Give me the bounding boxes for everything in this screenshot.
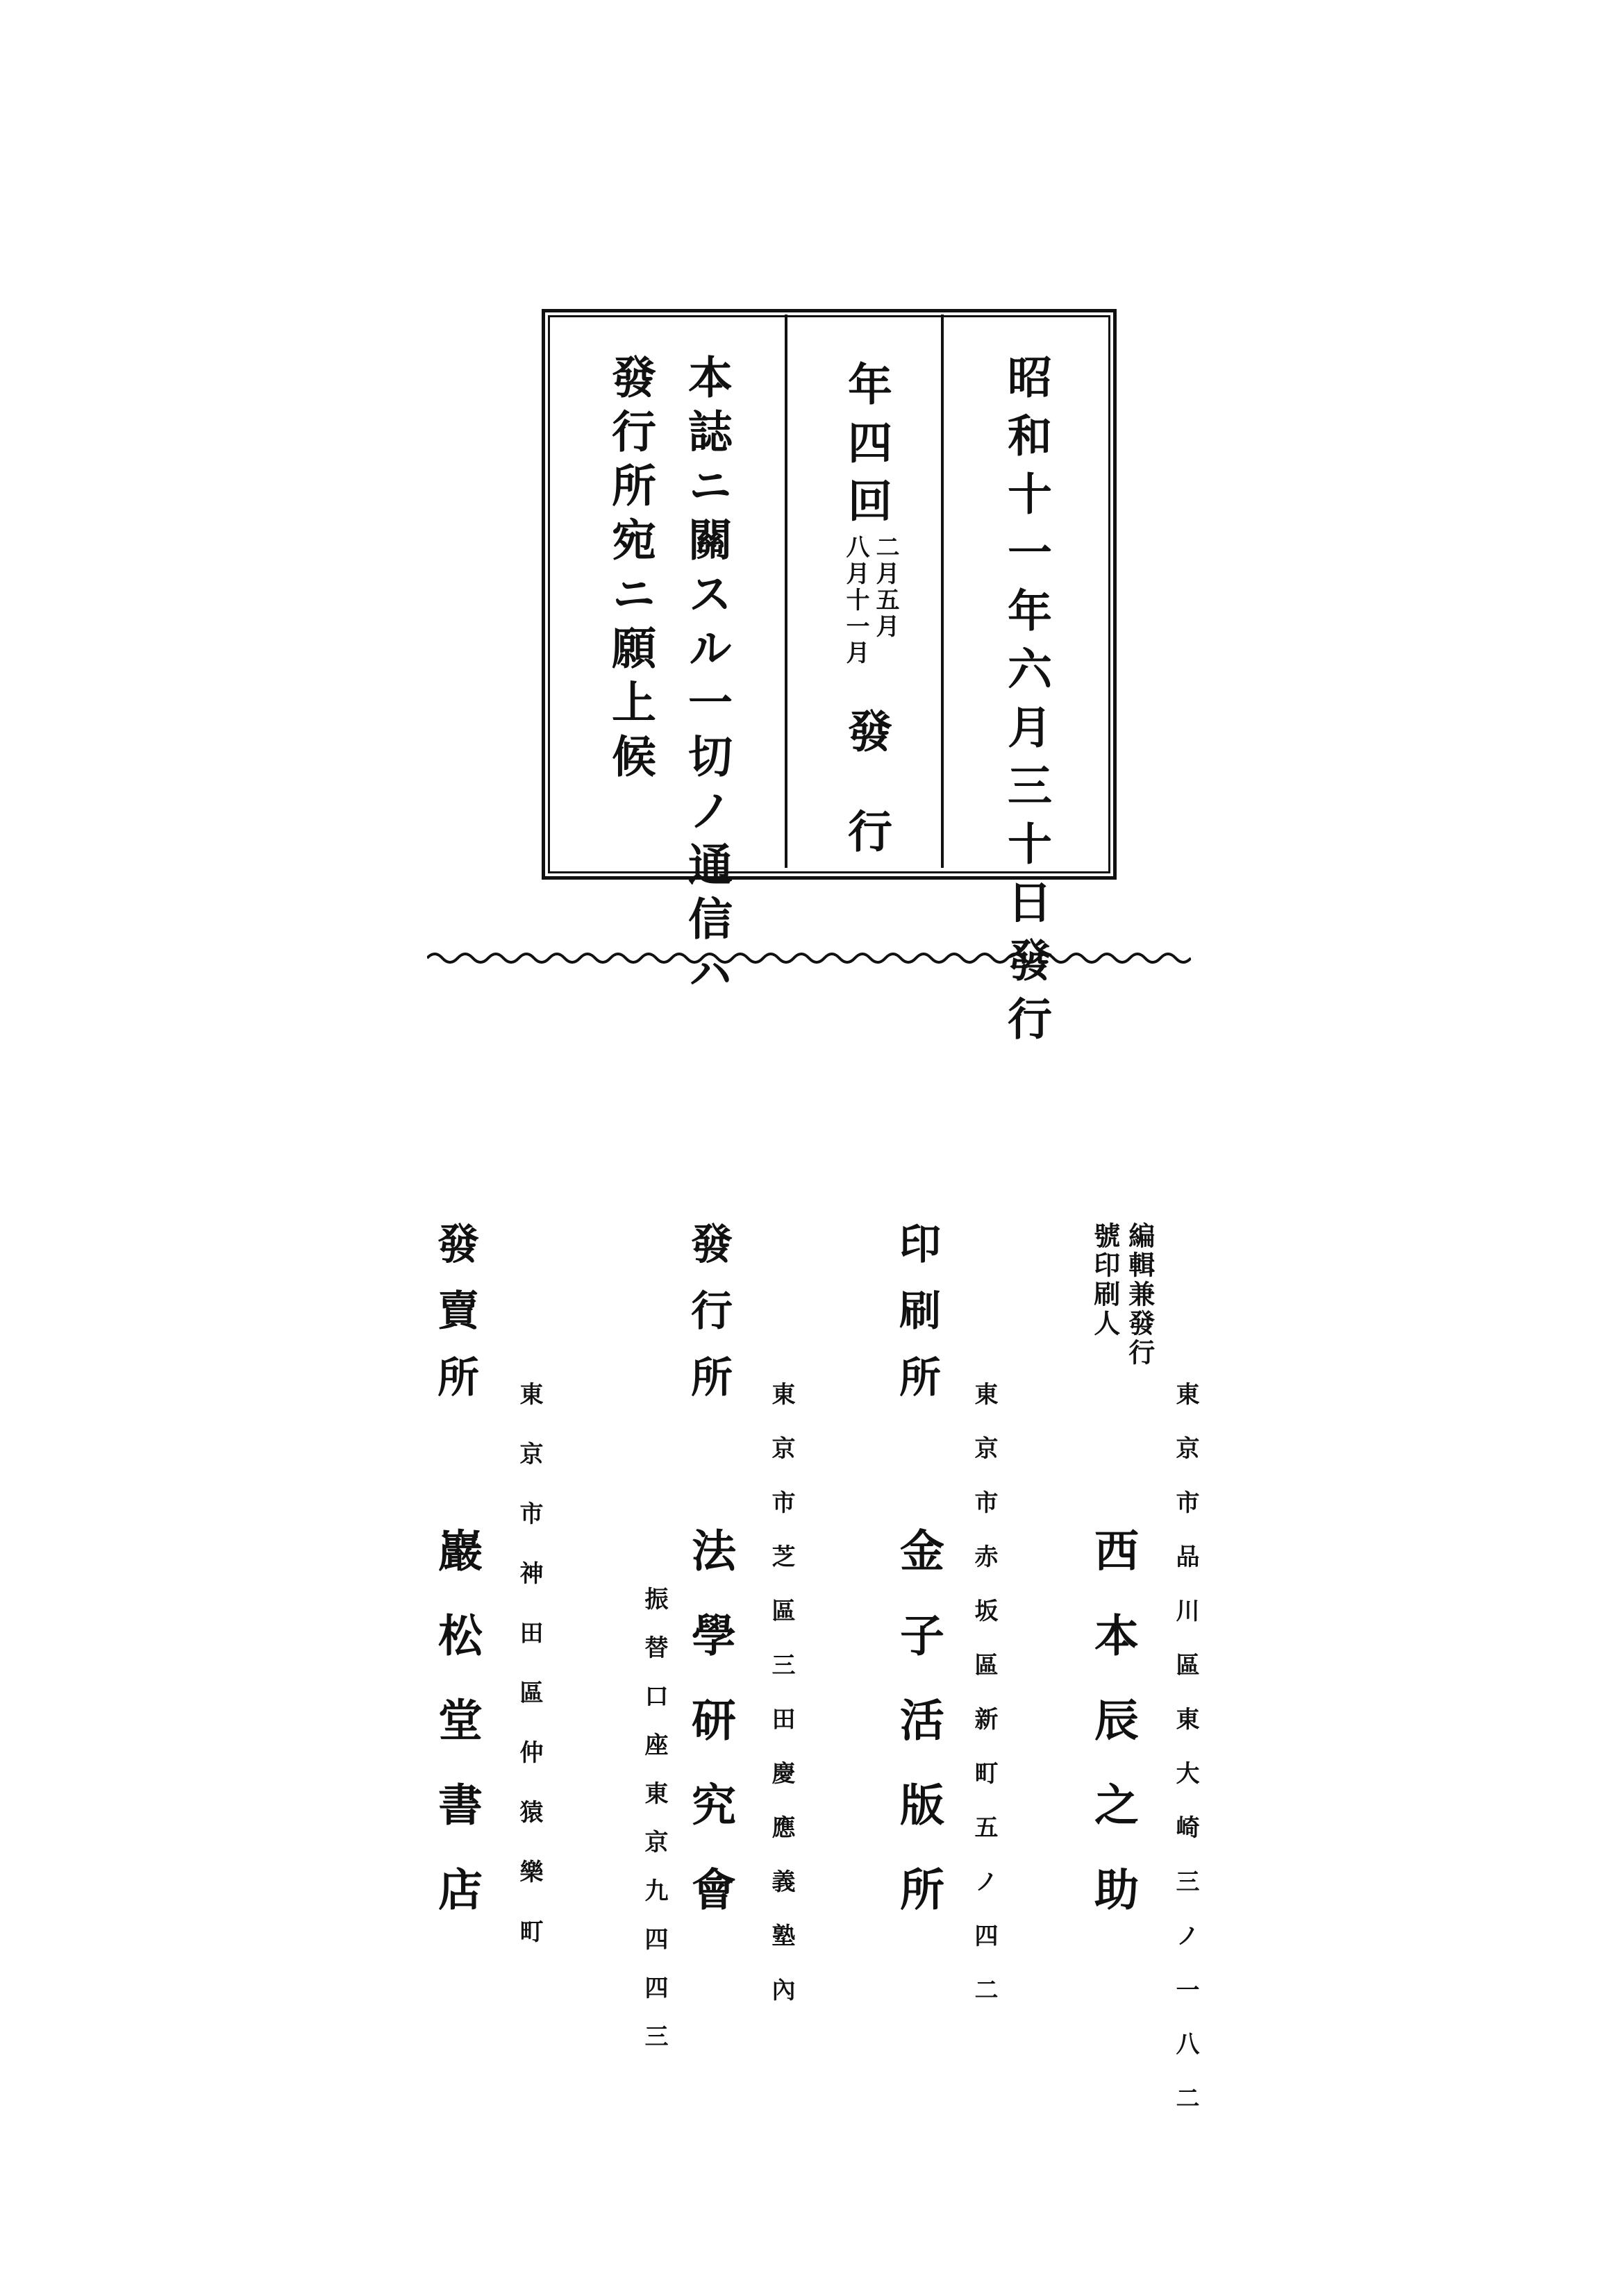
- printer-address: 東京市赤坂區新町五ノ四二: [970, 1382, 998, 2031]
- seller-address: 東京市神田區仲猿樂町: [515, 1382, 543, 1979]
- schedule-suffix: 發行: [840, 708, 892, 908]
- schedule-months-2: 八月十一月: [842, 535, 869, 667]
- schedule-months-1: 二月五月: [871, 535, 899, 640]
- seller-name: 巖松堂書店: [431, 1527, 483, 1951]
- printer-label: 印刷所: [892, 1222, 941, 1422]
- wavy-divider: [427, 948, 1191, 969]
- issuer-account: 振替口座東京九四四三: [640, 1586, 668, 2072]
- editor-name: 西本辰之助: [1087, 1527, 1139, 1951]
- notice-line-2: 發行所宛ニ願上候: [604, 354, 656, 787]
- editor-label-2: 號印刷人: [1089, 1222, 1121, 1339]
- printer-name: 金子活版所: [892, 1527, 944, 1951]
- seller-label: 發賣所: [431, 1222, 479, 1422]
- issue-date: 昭和十一年六月三十日發行: [1000, 354, 1052, 1054]
- issuer-name: 法學研究會: [684, 1527, 736, 1951]
- colophon-divider: [941, 315, 944, 868]
- issuer-label: 發行所: [684, 1222, 733, 1422]
- editor-address: 東京市品川區東大崎三ノ一八二: [1171, 1382, 1199, 2140]
- editor-label-1: 編輯兼發行: [1124, 1222, 1156, 1368]
- issuer-address: 東京市芝區三田慶應義塾內: [767, 1382, 795, 2031]
- colophon-divider: [785, 315, 787, 868]
- schedule-prefix: 年四回: [840, 361, 892, 536]
- notice-line-1: 本誌ニ關スル一切ノ通信ハ: [681, 354, 733, 1004]
